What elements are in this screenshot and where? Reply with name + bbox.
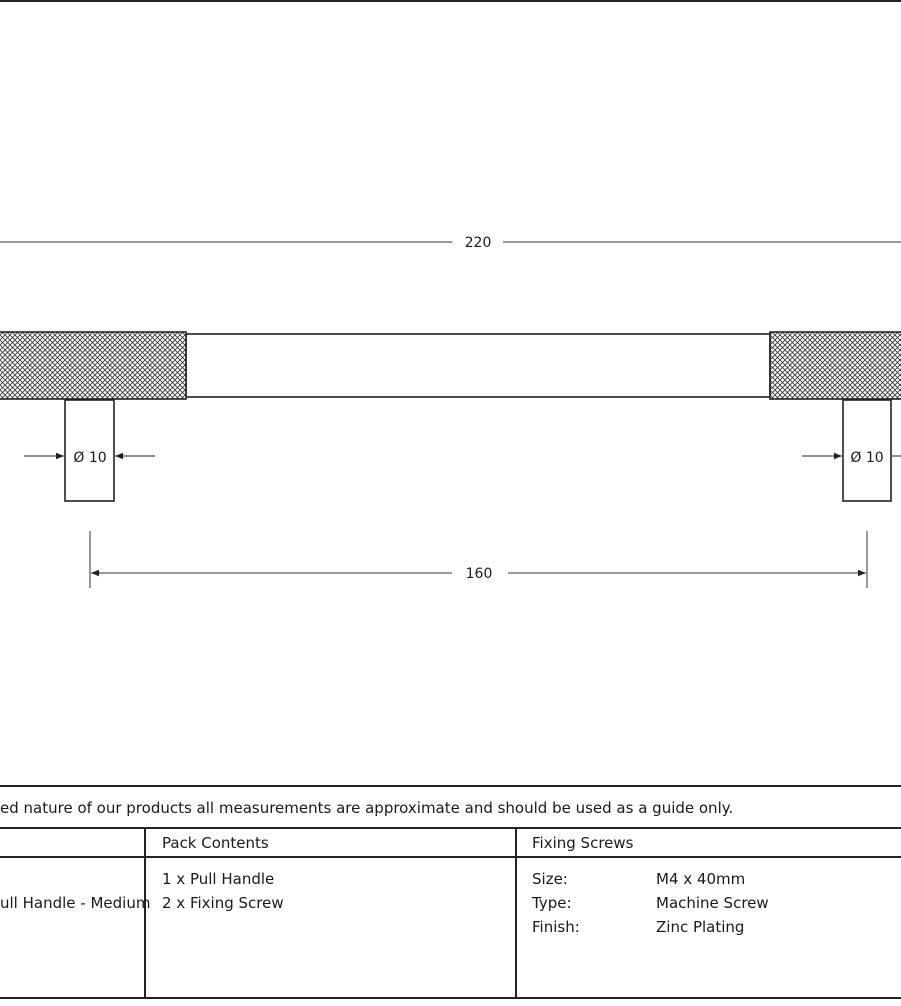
pull-handle	[0, 332, 901, 501]
pack-contents-item: 1 x Pull Handle	[162, 870, 275, 888]
spec-table	[0, 786, 901, 998]
left-leg-diameter-dimension	[24, 450, 155, 466]
fixing-finish-value: Zinc Plating	[656, 918, 745, 936]
pack-contents-item: 2 x Fixing Screw	[162, 894, 284, 912]
disclaimer-note: ed nature of our products all measurements are approximate and should be used as a guide only.	[0, 799, 734, 817]
fixing-size-label: Size:	[532, 870, 568, 888]
pack-contents-header: Pack Contents	[162, 834, 269, 852]
overall-length-dimension	[0, 235, 901, 251]
fixing-finish-label: Finish:	[532, 918, 580, 936]
fixing-screws-header: Fixing Screws	[532, 834, 634, 852]
handle-bar	[186, 334, 770, 397]
left-knurled-grip	[0, 332, 186, 399]
centre-distance-label: 160	[465, 566, 493, 582]
right-knurled-grip	[770, 332, 901, 399]
fixing-type-value: Machine Screw	[656, 894, 769, 912]
left-diameter-label: Ø 10	[73, 450, 107, 466]
right-diameter-label: Ø 10	[850, 450, 884, 466]
product-name: ull Handle - Medium	[0, 894, 151, 912]
fixing-type-label: Type:	[532, 894, 572, 912]
centre-distance-dimension	[90, 531, 867, 588]
overall-length-label: 220	[464, 235, 492, 251]
fixing-size-value: M4 x 40mm	[656, 870, 746, 888]
